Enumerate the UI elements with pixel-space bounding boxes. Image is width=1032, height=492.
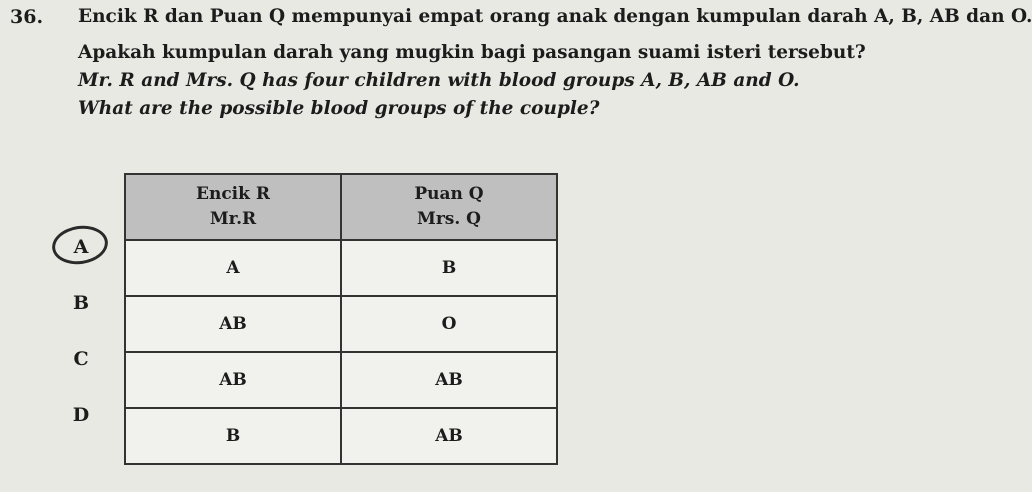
question-text-english-line-1: Mr. R and Mrs. Q has four children with blood groups A, B, AB and O. [78, 70, 800, 91]
option-a-label[interactable]: A [73, 236, 89, 258]
table-row [125, 408, 557, 464]
cell-b-mr-r: AB [125, 296, 341, 352]
header-mrs-q-english: Mrs. Q [417, 209, 481, 229]
cell-b-mrs-q: O [341, 296, 557, 352]
question-number: 36. [10, 6, 44, 28]
cell-a-mrs-q: B [341, 240, 557, 296]
question-text-malay-line-2: Apakah kumpulan darah yang mugkin bagi pasangan suami isteri tersebut? [78, 42, 866, 63]
option-d-label[interactable]: D [72, 404, 90, 426]
cell-d-mr-r: B [125, 408, 341, 464]
header-mr-r-english: Mr.R [209, 209, 257, 229]
table-row [125, 240, 557, 296]
option-b-label[interactable]: B [72, 292, 90, 314]
header-mrs-q [341, 174, 557, 240]
cell-d-mrs-q: AB [341, 408, 557, 464]
table-row [125, 352, 557, 408]
header-mr-r-malay: Encik R [196, 183, 270, 204]
question-text-english-line-2: What are the possible blood groups of the couple? [78, 98, 600, 119]
header-mrs-q-malay: Puan Q [414, 183, 484, 204]
cell-a-mr-r: A [125, 240, 341, 296]
answer-options-table [124, 173, 558, 465]
option-c-label[interactable]: C [73, 348, 89, 370]
question-text-malay-line-1: Encik R dan Puan Q mempunyai empat orang anak dengan kumpulan darah A, B, AB dan O. [78, 6, 1032, 27]
header-mr-r [125, 174, 341, 240]
table-row [125, 296, 557, 352]
cell-c-mr-r: AB [125, 352, 341, 408]
table-header-row [125, 174, 557, 240]
cell-c-mrs-q: AB [341, 352, 557, 408]
